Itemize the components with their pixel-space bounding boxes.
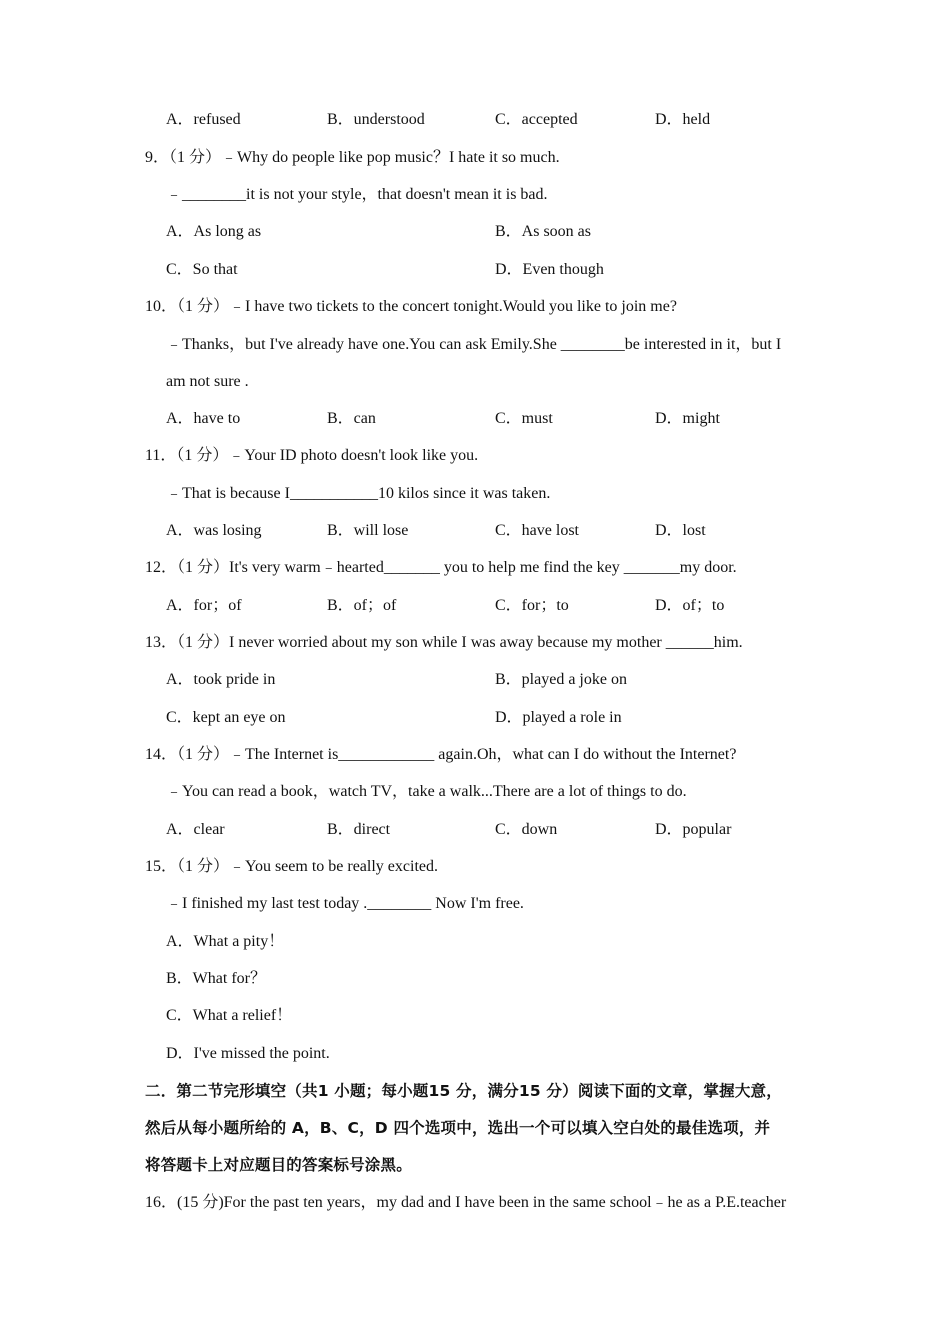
q10-stem: 10．（1 分）﹣I have two tickets to the concert tonight.Would you like to join me? bbox=[145, 298, 677, 315]
q12-option-c: C．for；to bbox=[495, 597, 569, 614]
q8-option-a: A．refused bbox=[166, 111, 241, 128]
section2-heading-line2: 然后从每小题所给的 A，B、C，D 四个选项中，选出一个可以填入空白处的最佳选项，并 bbox=[145, 1119, 771, 1137]
q9-option-d: D．Even though bbox=[495, 261, 604, 278]
q10-option-a: A．have to bbox=[166, 410, 241, 427]
q14-stem: 14．（1 分）﹣The Internet is____________ again.Oh，what can I do without the Internet? bbox=[145, 746, 737, 763]
section2-heading-line3: 将答题卡上对应题目的答案标号涂黑。 bbox=[145, 1156, 412, 1174]
q14-option-a: A．clear bbox=[166, 821, 225, 838]
q13-option-c: C．kept an eye on bbox=[166, 709, 286, 726]
q15-option-b: B．What for？ bbox=[166, 970, 266, 987]
q11-line2: ﹣That is because I___________10 kilos since it was taken. bbox=[166, 485, 551, 502]
q15-option-a: A．What a pity！ bbox=[166, 933, 285, 950]
q9-option-a: A．As long as bbox=[166, 223, 262, 240]
q10-line2: ﹣Thanks，but I've already have one.You can ask Emily.She ________be interested in it，but I bbox=[166, 336, 782, 353]
q14-line2: ﹣You can read a book，watch TV，take a walk...There are a lot of things to do. bbox=[166, 783, 687, 800]
q15-option-c: C．What a relief！ bbox=[166, 1007, 293, 1024]
q11-stem: 11．（1 分）﹣Your ID photo doesn't look like you. bbox=[145, 447, 479, 464]
q14-option-c: C．down bbox=[495, 821, 558, 838]
q10-option-b: B．can bbox=[327, 410, 376, 427]
q15-stem: 15．（1 分）﹣You seem to be really excited. bbox=[145, 858, 438, 875]
q10-option-d: D．might bbox=[655, 410, 720, 427]
q8-option-b: B．understood bbox=[327, 111, 425, 128]
q12-option-d: D．of；to bbox=[655, 597, 725, 614]
q9-line2: ﹣________it is not your style，that doesn't mean it is bad. bbox=[166, 186, 548, 203]
q11-option-d: D．lost bbox=[655, 522, 706, 539]
q13-option-a: A．took pride in bbox=[166, 671, 276, 688]
q15-option-d: D．I've missed the point. bbox=[166, 1045, 330, 1062]
q16-stem: 16．(15 分)For the past ten years，my dad and I have been in the same school﹣he as a P.E.teacher bbox=[145, 1194, 787, 1211]
q12-option-a: A．for；of bbox=[166, 597, 242, 614]
q11-option-a: A．was losing bbox=[166, 522, 262, 539]
section2-heading-line1: 二．第二节完形填空（共1 小题；每小题15 分，满分15 分）阅读下面的文章，掌握大意， bbox=[145, 1082, 782, 1100]
q13-stem: 13．（1 分）I never worried about my son while I was away because my mother ______him. bbox=[145, 634, 743, 651]
q11-option-b: B．will lose bbox=[327, 522, 409, 539]
q14-option-b: B．direct bbox=[327, 821, 391, 838]
q12-option-b: B．of；of bbox=[327, 597, 397, 614]
q9-option-b: B．As soon as bbox=[495, 223, 592, 240]
q8-option-c: C．accepted bbox=[495, 111, 578, 128]
q9-option-c: C．So that bbox=[166, 261, 238, 278]
q9-stem: 9．（1 分）﹣Why do people like pop music？I hate it so much. bbox=[145, 149, 560, 166]
q12-stem: 12．（1 分）It's very warm﹣hearted_______ you to help me find the key _______my door. bbox=[145, 559, 737, 576]
q15-line2: ﹣I finished my last test today .________ Now I'm free. bbox=[166, 895, 524, 912]
q13-option-d: D．played a role in bbox=[495, 709, 622, 726]
q13-option-b: B．played a joke on bbox=[495, 671, 627, 688]
q10-option-c: C．must bbox=[495, 410, 553, 427]
q8-option-d: D．held bbox=[655, 111, 711, 128]
q10-line3: am not sure . bbox=[166, 373, 249, 390]
q11-option-c: C．have lost bbox=[495, 522, 579, 539]
q14-option-d: D．popular bbox=[655, 821, 732, 838]
